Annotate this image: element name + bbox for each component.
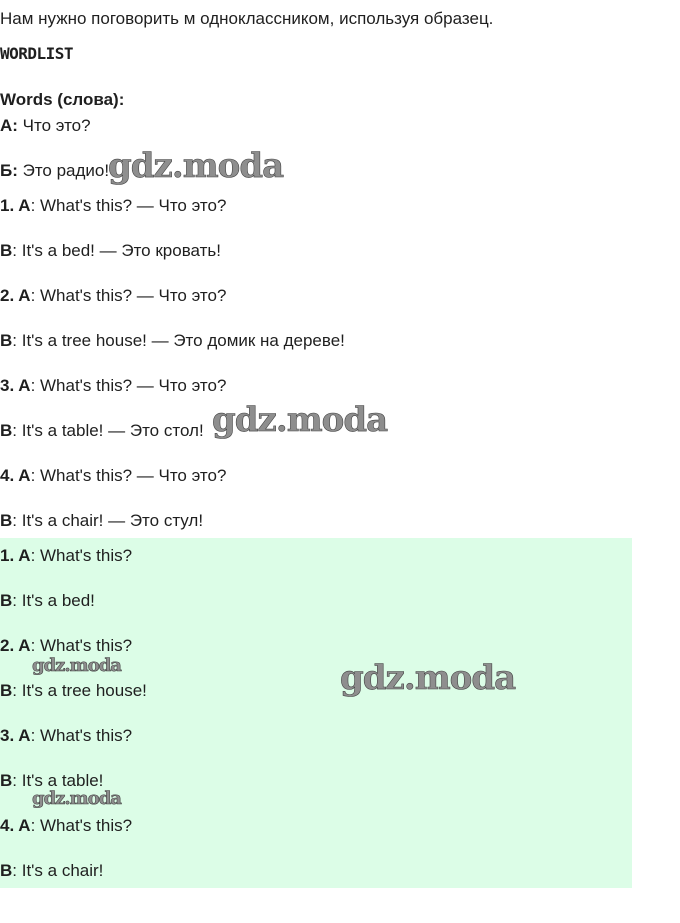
line-text: : It's a chair! (12, 861, 104, 880)
dialogue-line (0, 375, 226, 397)
dialogue-line (0, 510, 203, 532)
speaker-label: B (0, 331, 13, 350)
line-text: : What's this? — Что это? (30, 466, 227, 485)
answer-line (0, 725, 132, 747)
speaker-label: A (18, 546, 31, 565)
speaker-label: B (0, 591, 13, 610)
dialogue-line (0, 420, 204, 442)
speaker-label: A (18, 376, 31, 395)
line-text: Это радио! (17, 161, 110, 180)
dialogue-line (0, 195, 226, 217)
item-number: 2. (0, 286, 19, 305)
intro-text: Нам нужно поговорить м одноклассником, используя образец. (0, 9, 494, 28)
sample-line (0, 160, 109, 182)
dialogue-line (0, 240, 221, 262)
speaker-label: A (18, 466, 31, 485)
line-text: : It's a bed! — Это кровать! (12, 241, 221, 260)
speaker-label: B (0, 771, 13, 790)
line-text: : What's this? — Что это? (30, 196, 227, 215)
line-text: : It's a tree house! — Это домик на дереве! (12, 331, 345, 350)
wordlist-heading: WORDLIST (0, 44, 74, 63)
speaker-label: Б: (0, 161, 18, 180)
watermark-logo: gdz.moda (32, 788, 121, 809)
line-text: : It's a chair! — Это стул! (12, 511, 204, 530)
speaker-label: B (0, 681, 13, 700)
speaker-label: A (18, 286, 31, 305)
item-number: 1. (0, 546, 19, 565)
answer-line (0, 860, 103, 882)
line-text: : It's a table! — Это стол! (12, 421, 204, 440)
watermark-logo: gdz.moda (212, 400, 388, 440)
watermark-logo: gdz.moda (340, 658, 516, 698)
line-text: : It's a tree house! (12, 681, 147, 700)
speaker-label: B (0, 861, 13, 880)
watermark-logo: gdz.moda (108, 146, 284, 186)
answer-line (0, 545, 132, 567)
sample-line (0, 115, 91, 137)
speaker-label: A (18, 726, 31, 745)
line-text: : What's this? (30, 636, 133, 655)
speaker-label: B (0, 421, 13, 440)
line-text: Что это? (17, 116, 91, 135)
item-number: 3. (0, 376, 19, 395)
line-text: : What's this? (30, 546, 133, 565)
dialogue-line (0, 465, 226, 487)
watermark-logo: gdz.moda (32, 655, 121, 676)
answer-line (0, 635, 132, 657)
item-number: 4. (0, 466, 19, 485)
speaker-label: А: (0, 116, 18, 135)
line-text: : What's this? (30, 726, 133, 745)
words-label: Words (слова): (0, 90, 125, 109)
line-text: : It's a table! (12, 771, 104, 790)
item-number: 2. (0, 636, 19, 655)
line-text: : What's this? — Что это? (30, 376, 227, 395)
line-text: : What's this? (30, 816, 133, 835)
item-number: 3. (0, 726, 19, 745)
dialogue-line (0, 285, 226, 307)
speaker-label: A (18, 816, 31, 835)
line-text: : It's a bed! (12, 591, 95, 610)
speaker-label: B (0, 511, 13, 530)
speaker-label: A (18, 196, 31, 215)
speaker-label: B (0, 241, 13, 260)
dialogue-line (0, 330, 345, 352)
line-text: : What's this? — Что это? (30, 286, 227, 305)
answer-line (0, 680, 147, 702)
answer-line (0, 590, 95, 612)
speaker-label: A (18, 636, 31, 655)
item-number: 1. (0, 196, 19, 215)
item-number: 4. (0, 816, 19, 835)
answer-line (0, 815, 132, 837)
